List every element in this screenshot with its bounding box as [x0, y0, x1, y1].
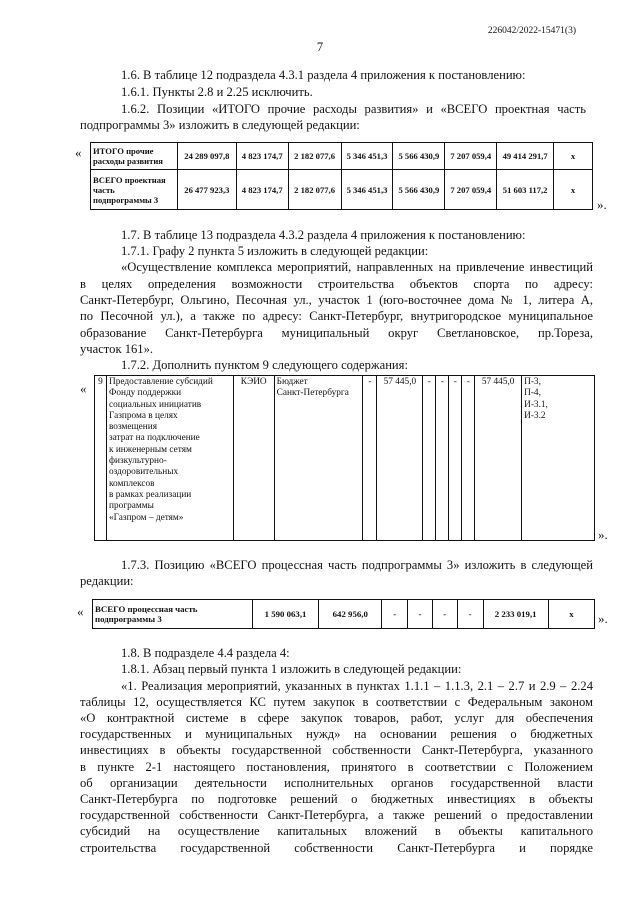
table-cell: 24 289 097,8	[177, 143, 236, 170]
paragraph-line: государственной собственности Санкт-Петербурга, а также решений о предоставлении	[80, 808, 593, 822]
table-cell: -	[363, 376, 377, 541]
text-line: Газпрома в целях	[108, 410, 178, 421]
table-cell: 57 445,0	[377, 376, 423, 541]
text-line: в рамках реализации	[108, 489, 192, 500]
page-number: 7	[316, 40, 324, 54]
table-cell: 4 823 174,7	[236, 143, 288, 170]
paragraph-line: строительства государственной собственности Санкт-Петербурга и порядке	[80, 841, 593, 855]
table-cell: х	[554, 143, 593, 170]
paragraph-line: 1.6.2. Позиции «ИТОГО прочие расходы развития» и «ВСЕГО проектная часть	[121, 102, 586, 116]
paragraph-line: «1. Реализация мероприятий, указанных в пунктах 1.1.1 – 1.1.3, 2.1 – 2.7 и 2.9 – 2.24	[121, 679, 593, 693]
table-cell: 4 823 174,7	[236, 170, 288, 210]
paragraph-line: 1.7. В таблице 13 подраздела 4.3.2 раздела 4 приложения к постановлению:	[121, 228, 526, 242]
paragraph-line: в пункте 2-1 настоящего постановления, принятого в соответствии с Положением	[80, 760, 593, 774]
paragraph-line: 1.7.1. Графу 2 пункта 5 изложить в следующей редакции:	[121, 244, 429, 258]
quote-open: «	[75, 145, 82, 160]
table-cell: х	[554, 170, 593, 210]
description-cell	[106, 376, 233, 541]
table-cell: 2 182 077,6	[288, 143, 341, 170]
process-total-table	[92, 599, 595, 629]
text-line: П-3,	[524, 377, 541, 387]
totals-table	[90, 142, 593, 210]
text-line: комплексов	[108, 478, 155, 489]
table-cell: 5 346 451,3	[341, 170, 393, 210]
table-row	[93, 600, 595, 629]
item-number: 9	[95, 376, 107, 541]
quote-close: ».	[598, 527, 608, 542]
paragraph-line: 1.8.1. Абзац первый пункта 1 изложить в следующей редакции:	[121, 662, 462, 676]
paragraph-line: Санкт-Петербург, Ольгино, Песочная ул., участок 1 (юго-восточнее дома № 1, литера А,	[80, 293, 593, 307]
table-cell: -	[408, 600, 433, 629]
table-row	[91, 170, 593, 210]
row-label: ИТОГО прочие расходы развития	[91, 143, 178, 170]
paragraph-line: Санкт-Петербурга по подготовке решений о бюджетных инвестициях в объекты	[80, 792, 593, 806]
text-line: Бюджет	[276, 377, 308, 387]
paragraph-line: в целях определения возможности строительства объектов спорта по адресу:	[80, 277, 593, 291]
paragraph-line: субсидий на осуществление капитальных вложений в объекты капитального	[80, 824, 593, 838]
table-cell: 5 346 451,3	[341, 143, 393, 170]
quote-open: «	[80, 381, 87, 396]
paragraph-line: по Песочной ул.), а также по адресу: Санкт-Петербург, внутригородское муниципальное	[80, 309, 593, 323]
paragraph-line: «Осуществление комплекса мероприятий, направленных на привлечение инвестиций	[121, 260, 593, 274]
table-cell: 642 956,0	[319, 600, 382, 629]
quote-open: «	[77, 604, 84, 619]
table-cell: -	[449, 376, 462, 541]
table-cell: 2 233 019,1	[483, 600, 548, 629]
quote-close: ».	[597, 197, 607, 212]
text-line: затрат на подключение	[108, 433, 200, 444]
table-cell: 7 207 059,4	[445, 170, 497, 210]
table-cell: -	[382, 600, 408, 629]
paragraph-line: редакции:	[80, 574, 134, 588]
paragraph-line: подпрограммы 3» изложить в следующей редакции:	[80, 118, 360, 132]
table-cell: 2 182 077,6	[288, 170, 341, 210]
table-row	[95, 376, 595, 541]
paragraph-line: об организации деятельности исполнительных органов государственной власти	[80, 776, 593, 790]
text-line: социальных инициатив	[108, 399, 202, 410]
table-cell: 49 414 291,7	[497, 143, 554, 170]
table-cell: 26 477 923,3	[177, 170, 236, 210]
quote-close: ».	[598, 611, 608, 626]
paragraph-line: 1.7.3. Позицию «ВСЕГО процессная часть подпрограммы 3» изложить в следующей	[121, 558, 593, 572]
table-cell: -	[423, 376, 436, 541]
table-cell: 5 566 430,9	[393, 170, 445, 210]
table-cell: -	[462, 376, 475, 541]
paragraph-line: инвестициях в объекты государственной собственности Санкт-Петербурга, указанного	[80, 743, 593, 757]
text-line: оздоровительных	[108, 467, 179, 478]
row-label: ВСЕГО процессная часть подпрограммы 3	[93, 600, 253, 629]
activity-table	[94, 375, 595, 541]
text-line: П-4,	[524, 388, 541, 399]
text-line: возмещения	[108, 422, 158, 433]
document-reference: 226042/2022-15471(3)	[487, 26, 576, 36]
text-line: к инженерным сетям	[108, 444, 192, 455]
paragraph-line: государственных и муниципальных нужд» на основании решения о бюджетных	[80, 727, 593, 741]
text-line: «Газпром – детям»	[108, 512, 184, 523]
table-cell: -	[436, 376, 449, 541]
table-cell: -	[457, 600, 483, 629]
table-cell: -	[432, 600, 457, 629]
text-line: физкультурно-	[108, 456, 167, 467]
paragraph-line: «О контрактной системе в сфере закупок товаров, работ, услуг для обеспечения	[80, 711, 593, 725]
table-row	[91, 143, 593, 170]
paragraph-line: 1.6.1. Пункты 2.8 и 2.25 исключить.	[121, 85, 313, 99]
table-cell: 57 445,0	[475, 376, 522, 541]
indicators-cell	[522, 376, 595, 541]
executor-cell: КЭИО	[233, 376, 274, 541]
text-line: Фонду поддержки	[108, 388, 182, 399]
paragraph-line: образование Санкт-Петербурга муниципальный округ Светлановское, пр.Тореза,	[80, 326, 593, 340]
table-cell: 1 590 063,1	[252, 600, 318, 629]
text-line: И-3.1,	[524, 399, 548, 410]
table-cell: 7 207 059,4	[445, 143, 497, 170]
paragraph-line: 1.8. В подразделе 4.4 раздела 4:	[121, 646, 290, 660]
text-line: Предоставление субсидий	[108, 377, 213, 387]
source-cell	[274, 376, 363, 541]
text-line: И-3.2	[524, 410, 546, 421]
text-line: программы	[108, 501, 154, 512]
table-cell: 51 603 117,2	[497, 170, 554, 210]
row-label: ВСЕГО проектная часть подпрограммы 3	[91, 170, 178, 210]
paragraph-line: участок 161».	[80, 342, 154, 356]
paragraph-line: 1.7.2. Дополнить пунктом 9 следующего содержания:	[121, 358, 408, 372]
table-cell: 5 566 430,9	[393, 143, 445, 170]
text-line: Санкт-Петербурга	[276, 388, 349, 399]
table-cell: х	[548, 600, 594, 629]
paragraph-line: таблицы 12, осуществляется КС путем закупок в соответствии с Федеральным законом	[80, 695, 593, 709]
paragraph-line: 1.6. В таблице 12 подраздела 4.3.1 раздела 4 приложения к постановлению:	[121, 68, 526, 82]
